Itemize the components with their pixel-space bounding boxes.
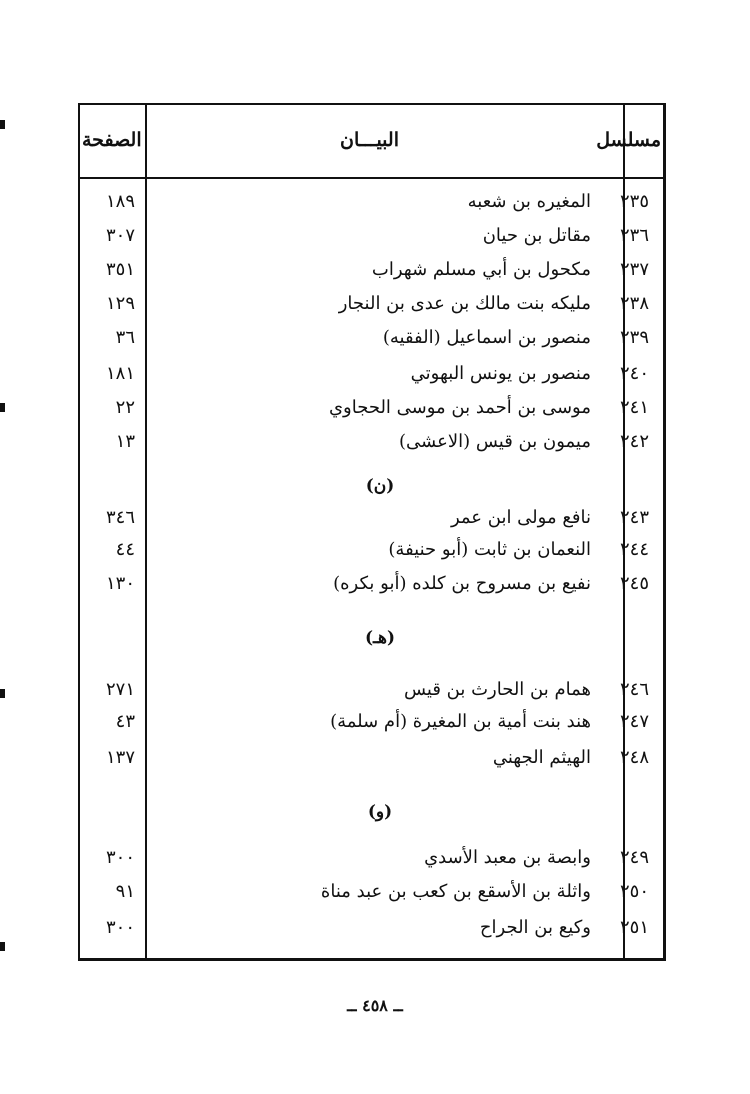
margin-mark: [0, 403, 5, 412]
table-row: [80, 843, 663, 873]
entry-name: موسى بن أحمد بن موسى الحجاوي: [328, 397, 591, 418]
margin-mark: [0, 942, 5, 951]
serial-number: ٢٤٤: [619, 539, 649, 560]
entry-name: مكحول بن أبي مسلم شهراب: [371, 259, 591, 280]
entry-name: هند بنت أمية بن المغيرة (أم سلمة): [330, 711, 591, 732]
serial-number: ٢٤١: [619, 397, 649, 418]
serial-number: ٢٣٧: [619, 259, 649, 280]
table-row: [80, 289, 663, 319]
table-row: [80, 913, 663, 943]
page-reference: ١٨٩: [105, 191, 135, 212]
header-statement: البيـــان: [340, 129, 399, 151]
page-reference: ١٣٠: [105, 573, 135, 594]
margin-mark: [0, 689, 5, 698]
letter-heading: (هـ): [364, 628, 396, 648]
margin-mark: [0, 120, 5, 129]
page-reference: ٩١: [115, 881, 135, 902]
page-reference: ٤٤: [115, 539, 135, 560]
serial-number: ٢٥١: [619, 917, 649, 938]
page-reference: ٣٠٧: [105, 225, 135, 246]
entry-name: ميمون بن قيس (الاعشى): [399, 431, 591, 452]
page-reference: ١٢٩: [105, 293, 135, 314]
serial-number: ٢٤٦: [619, 679, 649, 700]
entry-name: مقاتل بن حيان: [482, 225, 591, 246]
letter-heading: (ن): [365, 476, 395, 496]
entry-name: همام بن الحارث بن قيس: [403, 679, 591, 700]
header-serial: مسلسل: [596, 129, 661, 151]
table-row: [80, 503, 663, 533]
serial-number: ٢٤٢: [619, 431, 649, 452]
serial-number: ٢٣٨: [619, 293, 649, 314]
entry-name: الهيثم الجهني: [492, 747, 591, 768]
serial-number: ٢٤٠: [619, 363, 649, 384]
entry-name: مليكه بنت مالك بن عدى بن النجار: [338, 293, 591, 314]
header-divider: [80, 177, 663, 179]
page-number: ــ ٤٥٨ ــ: [347, 996, 403, 1015]
page-reference: ٣٠٠: [105, 847, 135, 868]
entry-name: منصور بن يونس البهوتي: [410, 363, 591, 384]
serial-number: ٢٤٥: [619, 573, 649, 594]
entry-name: المغيره بن شعبه: [467, 191, 591, 212]
page-reference: ١٣٧: [105, 747, 135, 768]
serial-number: ٢٤٣: [619, 507, 649, 528]
page-reference: ٢٧١: [105, 679, 135, 700]
entry-name: نافع مولى ابن عمر: [450, 507, 591, 528]
page-reference: ٣٥١: [105, 259, 135, 280]
header-page: الصفحة: [82, 129, 142, 151]
entry-name: النعمان بن ثابت (أبو حنيفة): [388, 539, 591, 560]
serial-number: ٢٤٧: [619, 711, 649, 732]
entry-name: منصور بن اسماعيل (الفقيه): [382, 327, 591, 348]
letter-heading: (و): [367, 802, 393, 822]
table-row: [80, 427, 663, 457]
page-reference: ٣٦: [115, 327, 135, 348]
serial-number: ٢٤٨: [619, 747, 649, 768]
entry-name: نفيع بن مسروح بن كلده (أبو بكره): [333, 573, 591, 594]
serial-number: ٢٣٩: [619, 327, 649, 348]
table-row: [80, 323, 663, 353]
table-row: [80, 675, 663, 705]
table-row: [80, 255, 663, 285]
serial-number: ٢٥٠: [619, 881, 649, 902]
table-row: [80, 707, 663, 737]
table-row: [80, 359, 663, 389]
table-row: [80, 535, 663, 565]
table-row: [80, 569, 663, 599]
serial-number: ٢٣٦: [619, 225, 649, 246]
entry-name: وابصة بن معبد الأسدي: [424, 847, 591, 868]
page-reference: ١٨١: [105, 363, 135, 384]
page-reference: ٢٢: [115, 397, 135, 418]
table-row: [80, 877, 663, 907]
serial-number: ٢٤٩: [619, 847, 649, 868]
page-reference: ٤٣: [115, 711, 135, 732]
table-row: [80, 187, 663, 217]
table-row: [80, 221, 663, 251]
serial-number: ٢٣٥: [619, 191, 649, 212]
table-row: [80, 393, 663, 423]
page-reference: ٣٠٠: [105, 917, 135, 938]
page-reference: ١٣: [115, 431, 135, 452]
entry-name: وكيع بن الجراح: [479, 917, 591, 938]
page-reference: ٣٤٦: [105, 507, 135, 528]
index-table: [78, 103, 666, 961]
table-row: [80, 743, 663, 773]
entry-name: واثلة بن الأسقع بن كعب بن عبد مناة: [320, 881, 591, 902]
